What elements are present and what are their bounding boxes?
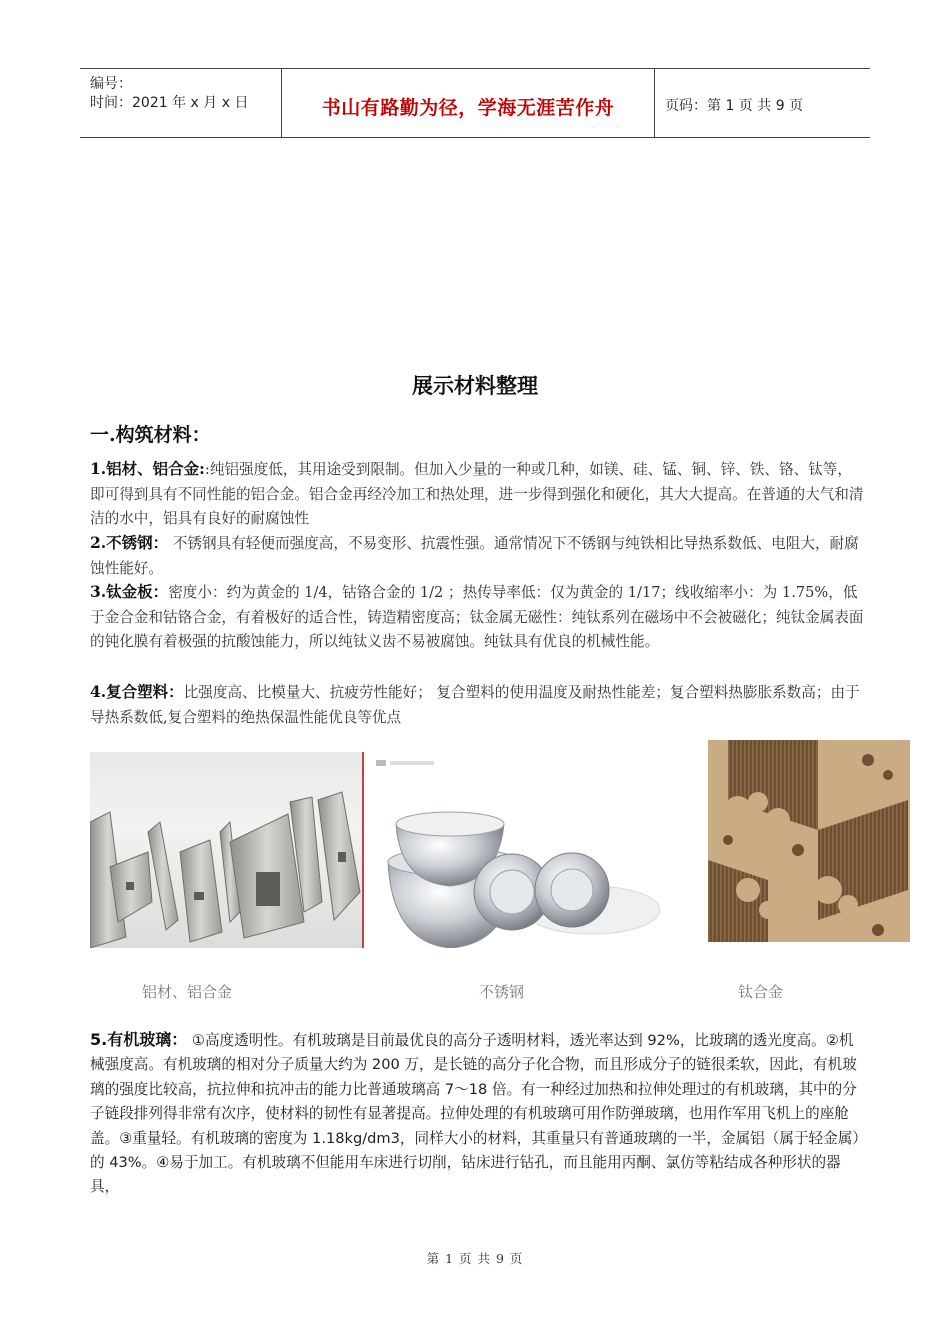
- item-text: :纯铝强度低，其用途受到限制。但加入少量的一种或几种，如镁、硅、锰、铜、锌、铁、铬、钛等，即可得到具有不同性能的铝合金。铝合金再经冷加工和热处理，进一步得到强化和硬化，其大大提高。在普通的大气和清洁的水中，铝具有良好的耐腐蚀性: [90, 461, 864, 527]
- header-page-cell: [655, 69, 870, 137]
- page-info: 页码：第 1 页 共 9 页: [665, 98, 804, 114]
- aluminum-profiles-image: [90, 752, 364, 948]
- titanium-panel-image: [708, 740, 910, 942]
- item-text: ①高度透明性。有机玻璃是目前最优良的高分子透明材料，透光率达到 92%，比玻璃的透光度高。②机械强度高。有机玻璃的相对分子质量大约为 200 万，是长链的高分子化合物，而且形成分子的链很柔软，因此，有机玻璃的强度比较高，抗拉伸和抗冲击的能力比普通玻璃高 7～18 倍。有一种经过加热和拉伸处理过的有机玻璃，其中的分子链段排列得非常有次序，使材料的韧性有显著提高。拉伸处理的有机玻璃可用作防弹玻璃，也用作军用飞机上的座舱盖。③重量轻。有机玻璃的密度为 1.18kg/dm3，同样大小的材料，其重量只有普通玻璃的一半，金属铝（属于轻金属）的 43%。④易于加工。有机玻璃不但能用车床进行切削，钻床进行钻孔，而且能用丙酮、氯仿等粘结成各种形状的器具，: [90, 1032, 860, 1196]
- item-heading: 2.不锈钢：: [90, 533, 169, 552]
- section-heading: 一.构筑材料：: [90, 424, 211, 446]
- item-aluminum: [90, 457, 865, 532]
- item-composite: [90, 680, 865, 730]
- item-text: 比强度高、比模量大、抗疲劳性能好； 复合塑料的使用温度及耐热性能差；复合塑料热膨胀系数高；由于导热系数低,复合塑料的绝热保温性能优良等优点: [90, 684, 860, 726]
- item-text: 不锈钢具有轻便而强度高，不易变形、抗震性强。通常情况下不锈钢与纯铁相比导热系数低、电阻大，耐腐蚀性能好。: [90, 535, 859, 577]
- item-heading: 4.复合塑料：: [90, 682, 184, 701]
- item-heading: 5.有机玻璃：: [90, 1030, 188, 1049]
- page-title: 展示材料整理: [412, 373, 538, 398]
- item-acrylic: [90, 1028, 865, 1200]
- caption-titanium: 钛合金: [738, 983, 784, 1001]
- motto: 书山有路勤为径，学海无涯苦作舟: [321, 97, 615, 119]
- header-left-cell: [80, 69, 280, 137]
- item-heading: 3.钛金板：: [90, 582, 169, 601]
- number-label: 编号：: [90, 76, 132, 92]
- date-line: 时间：2021 年 x 月 x 日: [90, 95, 249, 111]
- header-table: [80, 68, 870, 138]
- header-motto-cell: [281, 69, 655, 137]
- page-footer: 第 1 页 共 9 页: [426, 1251, 524, 1266]
- item-stainless: [90, 531, 865, 581]
- caption-stainless: 不锈钢: [479, 983, 525, 1001]
- item-titanium: [90, 580, 865, 655]
- item-text: 密度小：约为黄金的 1/4，钴铬合金的 1/2 ；热传导率低：仅为黄金的 1/17；线收缩率小：为 1.75%，低于金合金和钴铬合金，有着极好的适合性，铸造精密度高；钛金属无磁性：纯钛系列在磁场中不会被磁化；纯钛金属表面的钝化膜有着极强的抗酸蚀能力，所以纯钛义齿不易被腐蚀。纯钛具有优良的机械性能。: [90, 584, 864, 650]
- stainless-bowls-image: [372, 752, 662, 948]
- caption-aluminum: 铝材、铝合金: [142, 983, 233, 1001]
- item-heading: 1.铝材、铝合金:: [90, 459, 205, 478]
- watermark-block: [376, 760, 386, 766]
